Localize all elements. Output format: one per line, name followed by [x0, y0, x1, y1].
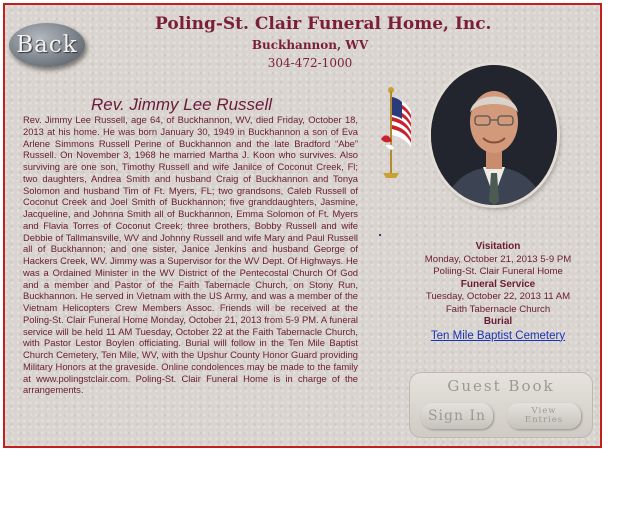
sign-in-label: Sign In	[427, 408, 487, 424]
funeral-home-phone: 304-472-1000	[267, 56, 353, 70]
american-flag-icon	[377, 85, 417, 181]
view-entries-label-line1: View	[531, 406, 557, 416]
obituary-text: Rev. Jimmy Lee Russell, age 64, of Buckhannon, WV, died Friday, October 18, 2013 at his home. He was born January 30, 1949 in Buckhannon a son of Eva Arlene Simmons Russell Perine of Buckhannon and the late Bradford “Abe” Russell. On November 3, 1968 he married Martha J. Koon who survives. Also surviving are one son, Timothy Russell and wife Janilce of Coconut Creek, Fl; two daughters, Andrea Smith and husband Craig of Buckhannon and Tonya Solomon and husband Tim of Ft. Myers, FL; two grandsons, Caleb Russell of Coconut Creek and Joel Smith of Buckhannon; five granddaughters, Jasmine, Jacqueline, and Johnna Smith all of Buckhannon, Emma Solomon of Ft. Myers and Flavia Torres of Coconut Creek; three brothers, Bobby Russell and wife Debbie of Tallmansville, WV and Johnny Russell and wife Mary and Paul Russell all of Buckhannon; and one sister, Janice Jenkins and husband George of Hackers Creek, WV. Jimmy was a Supervisor for the WV Dept. Of Highways. He was a Ordained Minister in the WV District of the Pentecostal Church Of God and a member and Pastor of the Faith Tabernacle Church, on Stony Run, Buckhannon. He served in Vietnam with the US Army, and was a member of the Vietnam Helicopters Crew Members Assoc. Friends will be received at the Poling-St. Clair Funeral Home Monday, October 21, 2013 from 5-9 PM. A funeral service will be held 11 AM Tuesday, October 22 at the Faith Tabernacle Church, with Pastor Lestor Boylen officiating. Burial will follow in the Ten Mile Baptist Church Cemetery, Ten Mile, WV, with the Upshur County Honor Guard providing Military Honors at the graveside. Online condolences may be made to the family at www.polingstclair.com. Poling-St. Clair Funeral Home is in charge of the arrangements.	[23, 114, 358, 396]
back-button[interactable]	[9, 23, 85, 67]
guest-book-title: Guest Book	[447, 377, 555, 395]
page-frame	[3, 3, 602, 448]
sign-in-button[interactable]	[421, 403, 493, 429]
portrait-photo	[431, 65, 557, 205]
view-entries-label-line2: Entries	[524, 415, 564, 425]
funeral-home-city: Buckhannon, WV	[251, 38, 369, 52]
service-date: Tuesday, October 22, 2013 11 AM	[425, 291, 571, 302]
service-details	[403, 241, 593, 344]
guest-book-panel	[409, 372, 593, 438]
burial-cemetery-link[interactable]: Ten Mile Baptist Cemetery	[430, 329, 566, 342]
visitation-date: Monday, October 21, 2013 5-9 PM	[424, 253, 572, 265]
back-button-label: Back	[16, 32, 78, 58]
service-place: Faith Tabernacle Church	[445, 303, 551, 315]
view-entries-button[interactable]	[507, 403, 581, 429]
visitation-heading: Visitation	[475, 241, 521, 252]
deceased-portrait	[431, 65, 557, 205]
funeral-home-name: Poling-St. Clair Funeral Home, Inc.	[155, 14, 492, 34]
stray-dot	[379, 234, 381, 236]
burial-heading: Burial	[483, 316, 513, 327]
service-heading: Funeral Service	[460, 278, 536, 290]
visitation-place: Poliing-St. Clair Funeral Home	[433, 266, 563, 277]
deceased-name: Rev. Jimmy Lee Russell	[91, 95, 273, 114]
